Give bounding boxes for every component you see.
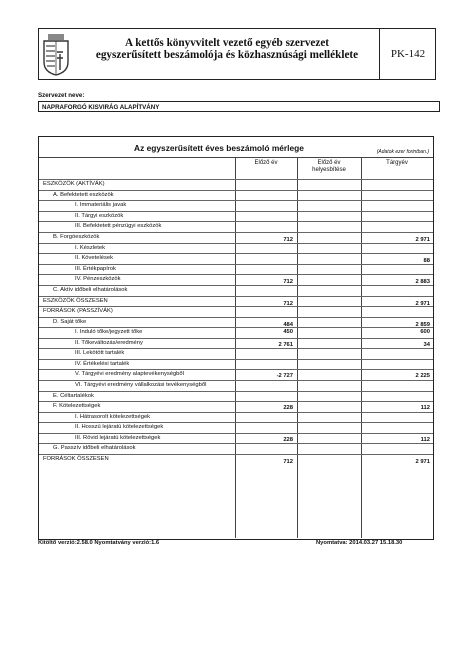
row-label: V. Tárgyévi eredmény alaptevékenységből — [75, 371, 184, 377]
unit-note: (Adatok ezer forintban.) — [376, 149, 429, 155]
row-label: II. Követelések — [75, 255, 114, 261]
value-current-year: 2 859 — [415, 322, 430, 328]
row-label: E. Céltartalékok — [53, 393, 94, 399]
value-prev-year: 712 — [283, 279, 293, 285]
value-prev-year: -2 727 — [276, 373, 293, 379]
col-header-prev: Előző év — [254, 160, 278, 166]
value-prev-year: 712 — [283, 301, 293, 307]
col-header-prev-corr-line1: Előző év — [317, 160, 341, 166]
organization-name-field: NAPRAFORGÓ KISVIRÁG ALAPÍTVÁNY — [38, 101, 440, 112]
row-label: D. Saját tőke — [53, 319, 87, 325]
row-label: II. Tőkeváltozás/eredmény — [75, 340, 143, 346]
value-current-year: 112 — [420, 405, 430, 411]
col-header-prev-corr-line2: helyesbítése — [312, 167, 346, 173]
row-label: IV. Értékelési tartalék — [75, 361, 130, 367]
value-current-year: 34 — [423, 342, 430, 348]
value-prev-year: 712 — [283, 237, 293, 243]
row-label: III. Értékpapírok — [75, 266, 116, 272]
value-prev-year: 228 — [283, 405, 293, 411]
row-label: II. Tárgyi eszközök — [75, 213, 124, 219]
row-label: II. Hosszú lejáratú kötelezettségek — [75, 424, 164, 430]
value-current-year: 2 225 — [415, 373, 430, 379]
value-current-year: 88 — [423, 258, 430, 264]
row-label: III. Befektetett pénzügyi eszközök — [75, 223, 162, 229]
form-header — [38, 28, 436, 80]
row-label: III. Lekötött tartalék — [75, 350, 125, 356]
row-label: B. Forgóeszközök — [53, 234, 100, 240]
value-current-year: 600 — [420, 329, 430, 335]
row-label: I. Hátrasorolt kötelezettségek — [75, 414, 151, 420]
row-label: F. Kötelezettségek — [53, 403, 101, 409]
row-label: ESZKÖZÖK (AKTÍVÁK) — [43, 181, 105, 187]
hungarian-crest-icon — [41, 32, 71, 76]
row-label: I. Immateriális javak — [75, 202, 127, 208]
value-current-year: 2 883 — [415, 279, 430, 285]
balance-row — [39, 454, 433, 468]
balance-sheet — [38, 136, 434, 540]
row-label: FORRÁSOK ÖSSZESEN — [43, 456, 109, 462]
form-title-line2: egyszerűsített beszámolója és közhasznúsági melléklete — [95, 49, 359, 61]
row-label: C. Aktív időbeli elhatárolások — [53, 287, 128, 293]
value-current-year: 112 — [420, 437, 430, 443]
value-prev-year: 450 — [283, 329, 293, 335]
value-current-year: 2 971 — [415, 237, 430, 243]
row-label: VI. Tárgyévi eredmény vállalkozási tevékenységből — [75, 382, 207, 388]
row-label: G. Passzív időbeli elhatárolások — [53, 445, 136, 451]
row-label: III. Rövid lejáratú kötelezettségek — [75, 435, 161, 441]
value-current-year: 2 971 — [415, 301, 430, 307]
form-code: PK-142 — [379, 29, 436, 79]
organization-label: Szervezet neve: — [38, 92, 85, 99]
value-prev-year: 484 — [283, 322, 293, 328]
value-current-year: 2 971 — [415, 459, 430, 465]
value-prev-year: 2 761 — [278, 342, 293, 348]
value-prev-year: 712 — [283, 459, 293, 465]
balance-sheet-title: Az egyszerűsített éves beszámoló mérlege — [134, 143, 304, 153]
form-title-line1: A kettős könyvvitelt vezető egyéb szervezet — [124, 37, 330, 49]
col-header-prev-corr — [297, 160, 361, 178]
value-prev-year: 228 — [283, 437, 293, 443]
row-label: I. Induló tőke/jegyzett tőke — [75, 329, 143, 335]
col-header-current: Tárgyév — [386, 160, 408, 166]
row-label: IV. Pénzeszközök — [75, 276, 121, 282]
row-label: ESZKÖZÖK ÖSSZESEN — [43, 298, 108, 304]
form-title — [77, 37, 377, 61]
version-info: Kitöltő verzió:2.58.0 Nyomtatvány verzió:1.6 — [38, 540, 160, 546]
header-divider — [39, 157, 433, 158]
row-label: A. Befektetett eszközök — [53, 192, 114, 198]
row-label: FORRÁSOK (PASSZÍVÁK) — [43, 308, 113, 314]
print-timestamp: Nyomtatva: 2014.03.27 15.18.30 — [316, 540, 403, 546]
row-label: I. Készletek — [75, 245, 105, 251]
